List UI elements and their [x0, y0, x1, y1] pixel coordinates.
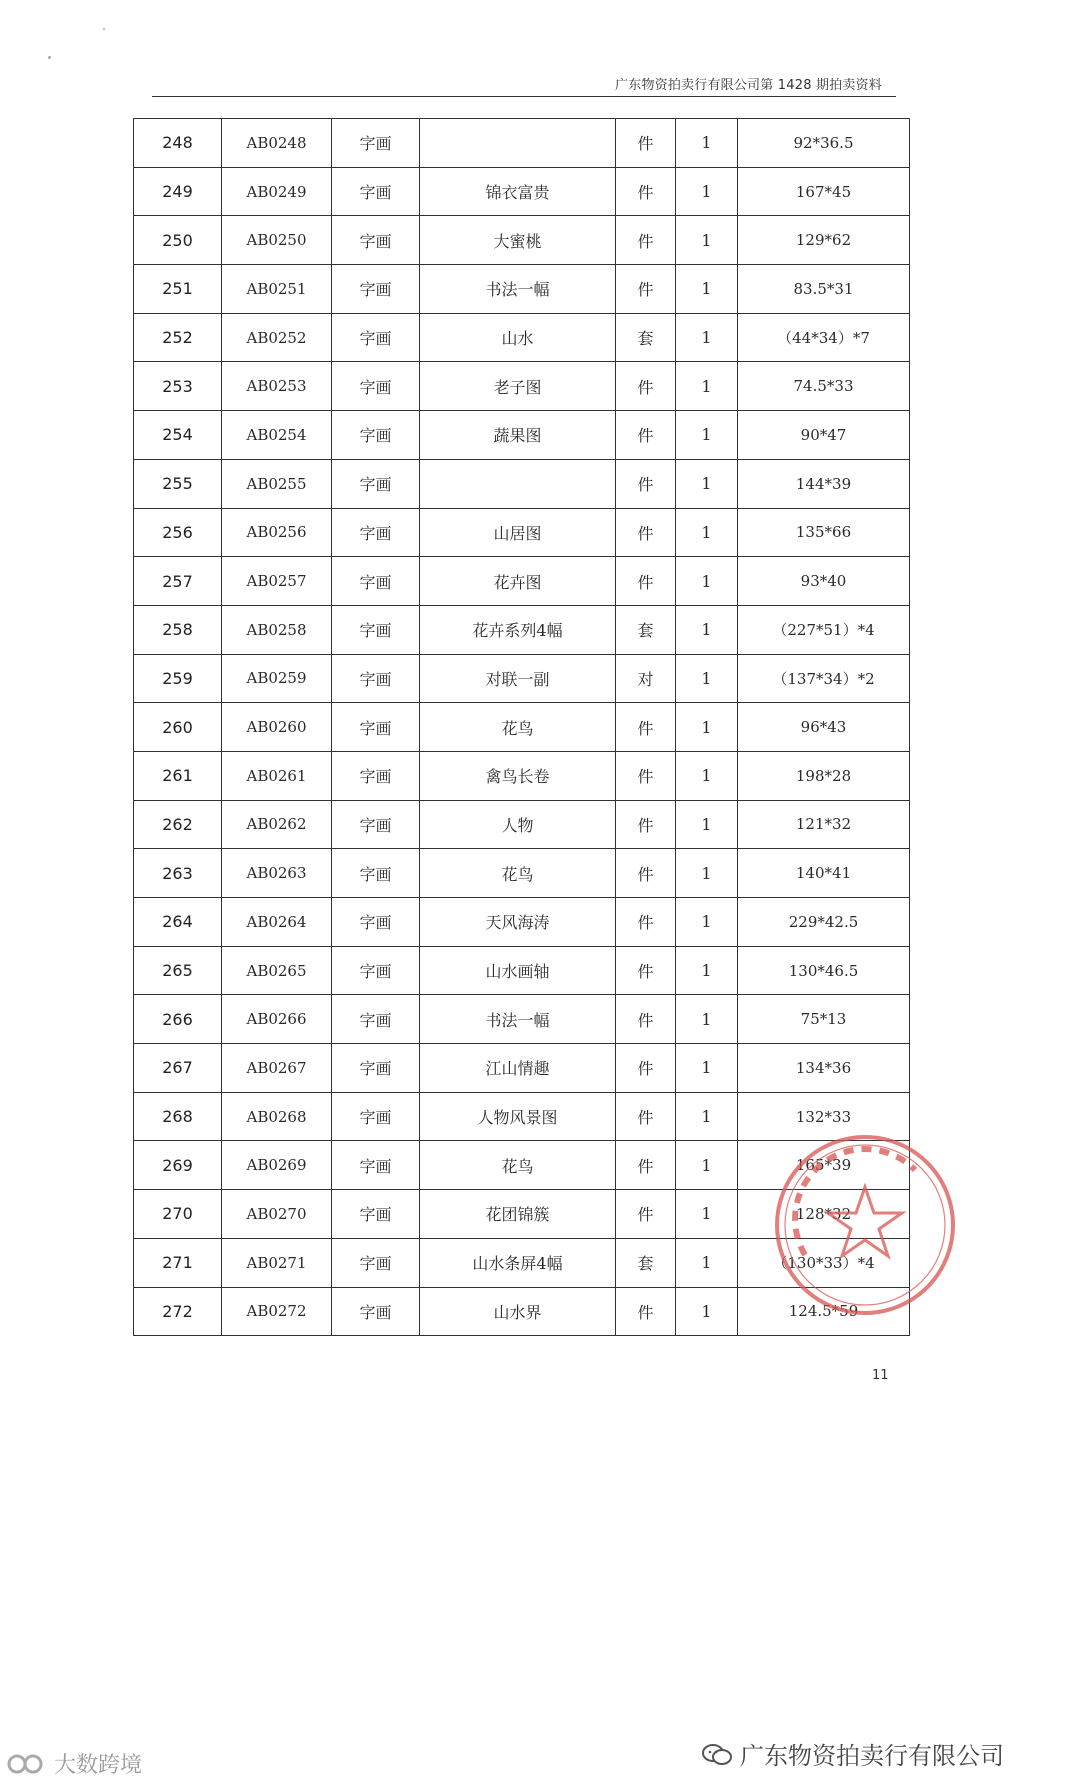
- cell-qty: 1: [676, 703, 738, 752]
- cell-qty: 1: [676, 216, 738, 265]
- cell-no: 267: [134, 1044, 222, 1093]
- cell-size: 229*42.5: [738, 898, 910, 947]
- scan-speck: [48, 56, 51, 59]
- cell-no: 250: [134, 216, 222, 265]
- cell-no: 253: [134, 362, 222, 411]
- cell-qty: 1: [676, 459, 738, 508]
- cell-type: 字画: [332, 898, 420, 947]
- table-row: [134, 557, 910, 606]
- cell-qty: 1: [676, 557, 738, 606]
- cell-type: 字画: [332, 557, 420, 606]
- cell-unit: 件: [616, 849, 676, 898]
- cell-name: 山水画轴: [420, 946, 616, 995]
- cell-size: 167*45: [738, 167, 910, 216]
- cell-name: 山居图: [420, 508, 616, 557]
- cell-name: 蔬果图: [420, 411, 616, 460]
- cell-name: 书法一幅: [420, 995, 616, 1044]
- cell-size: 83.5*31: [738, 265, 910, 314]
- cell-code: AB0254: [222, 411, 332, 460]
- cell-qty: 1: [676, 362, 738, 411]
- cell-name: 老子图: [420, 362, 616, 411]
- cell-code: AB0263: [222, 849, 332, 898]
- cell-size: （137*34）*2: [738, 654, 910, 703]
- table-row: [134, 1190, 910, 1239]
- cell-name: 天风海涛: [420, 898, 616, 947]
- cell-name: 花卉图: [420, 557, 616, 606]
- cell-type: 字画: [332, 1141, 420, 1190]
- cell-qty: 1: [676, 119, 738, 168]
- cell-size: 198*28: [738, 751, 910, 800]
- cell-qty: 1: [676, 946, 738, 995]
- cell-type: 字画: [332, 313, 420, 362]
- cell-no: 263: [134, 849, 222, 898]
- table-row: [134, 995, 910, 1044]
- cell-size: 74.5*33: [738, 362, 910, 411]
- cell-no: 271: [134, 1238, 222, 1287]
- table-row: [134, 508, 910, 557]
- table-row: [134, 898, 910, 947]
- table-row: [134, 167, 910, 216]
- cell-no: 252: [134, 313, 222, 362]
- cell-type: 字画: [332, 167, 420, 216]
- cell-code: AB0253: [222, 362, 332, 411]
- cell-qty: 1: [676, 508, 738, 557]
- cell-code: AB0261: [222, 751, 332, 800]
- table-row: [134, 654, 910, 703]
- cell-size: 75*13: [738, 995, 910, 1044]
- cell-unit: 件: [616, 946, 676, 995]
- cell-type: 字画: [332, 1092, 420, 1141]
- cell-code: AB0252: [222, 313, 332, 362]
- cell-type: 字画: [332, 751, 420, 800]
- cell-qty: 1: [676, 313, 738, 362]
- cell-no: 256: [134, 508, 222, 557]
- cell-name: 人物风景图: [420, 1092, 616, 1141]
- cell-type: 字画: [332, 1287, 420, 1336]
- cell-type: 字画: [332, 411, 420, 460]
- cell-type: 字画: [332, 946, 420, 995]
- cell-name: 花团锦簇: [420, 1190, 616, 1239]
- cell-no: 272: [134, 1287, 222, 1336]
- cell-name: 人物: [420, 800, 616, 849]
- cell-unit: 件: [616, 216, 676, 265]
- table-row: [134, 946, 910, 995]
- cell-unit: 件: [616, 557, 676, 606]
- table-row: [134, 1238, 910, 1287]
- cell-qty: 1: [676, 800, 738, 849]
- cell-type: 字画: [332, 849, 420, 898]
- cell-no: 265: [134, 946, 222, 995]
- cell-code: AB0259: [222, 654, 332, 703]
- cell-no: 266: [134, 995, 222, 1044]
- cell-qty: 1: [676, 411, 738, 460]
- cell-size: 144*39: [738, 459, 910, 508]
- cell-code: AB0249: [222, 167, 332, 216]
- cell-size: 140*41: [738, 849, 910, 898]
- document-header: 广东物资拍卖行有限公司第 1428 期拍卖资料: [615, 78, 882, 93]
- wechat-account-name: 广东物资拍卖行有限公司: [740, 1742, 1004, 1770]
- cell-type: 字画: [332, 459, 420, 508]
- cell-qty: 1: [676, 1092, 738, 1141]
- cell-size: 165*39: [738, 1141, 910, 1190]
- watermark-text: 大数跨境: [54, 1753, 143, 1778]
- cell-size: 90*47: [738, 411, 910, 460]
- cell-unit: 件: [616, 167, 676, 216]
- cell-code: AB0255: [222, 459, 332, 508]
- cell-name: 花鸟: [420, 849, 616, 898]
- header-rule: [152, 96, 896, 97]
- cell-type: 字画: [332, 119, 420, 168]
- cell-code: AB0269: [222, 1141, 332, 1190]
- cell-type: 字画: [332, 1190, 420, 1239]
- cell-code: AB0265: [222, 946, 332, 995]
- cell-unit: 对: [616, 654, 676, 703]
- table-row: [134, 849, 910, 898]
- cell-no: 264: [134, 898, 222, 947]
- cell-code: AB0271: [222, 1238, 332, 1287]
- cell-code: AB0262: [222, 800, 332, 849]
- cell-size: 93*40: [738, 557, 910, 606]
- cell-type: 字画: [332, 654, 420, 703]
- cell-size: 134*36: [738, 1044, 910, 1093]
- cell-name: 花鸟: [420, 703, 616, 752]
- cell-size: 130*46.5: [738, 946, 910, 995]
- cell-no: 262: [134, 800, 222, 849]
- cell-no: 254: [134, 411, 222, 460]
- watermark-logo: [6, 1748, 142, 1779]
- cell-name: 大蜜桃: [420, 216, 616, 265]
- cell-unit: 件: [616, 508, 676, 557]
- cell-no: 248: [134, 119, 222, 168]
- cell-unit: 套: [616, 1238, 676, 1287]
- cell-type: 字画: [332, 508, 420, 557]
- cell-no: 257: [134, 557, 222, 606]
- cell-name: 山水条屏4幅: [420, 1238, 616, 1287]
- watermark-logo-icon: [6, 1753, 50, 1775]
- cell-no: 268: [134, 1092, 222, 1141]
- cell-qty: 1: [676, 849, 738, 898]
- cell-qty: 1: [676, 605, 738, 654]
- cell-no: 260: [134, 703, 222, 752]
- cell-code: AB0251: [222, 265, 332, 314]
- cell-qty: 1: [676, 1044, 738, 1093]
- table-row: [134, 1287, 910, 1336]
- cell-size: 128*32: [738, 1190, 910, 1239]
- cell-size: （227*51）*4: [738, 605, 910, 654]
- wechat-icon: [700, 1742, 734, 1766]
- cell-name: [420, 119, 616, 168]
- cell-unit: 件: [616, 995, 676, 1044]
- cell-name: 花鸟: [420, 1141, 616, 1190]
- cell-name: [420, 459, 616, 508]
- cell-unit: 件: [616, 265, 676, 314]
- table-row: [134, 605, 910, 654]
- cell-name: 锦衣富贵: [420, 167, 616, 216]
- cell-name: 江山情趣: [420, 1044, 616, 1093]
- cell-code: AB0266: [222, 995, 332, 1044]
- cell-size: 132*33: [738, 1092, 910, 1141]
- table-row: [134, 216, 910, 265]
- table-row: [134, 751, 910, 800]
- cell-unit: 套: [616, 313, 676, 362]
- cell-type: 字画: [332, 216, 420, 265]
- cell-unit: 件: [616, 1044, 676, 1093]
- cell-size: 135*66: [738, 508, 910, 557]
- cell-qty: 1: [676, 898, 738, 947]
- wechat-account-footer: [700, 1736, 1004, 1771]
- cell-type: 字画: [332, 703, 420, 752]
- table-row: [134, 800, 910, 849]
- cell-name: 禽鸟长卷: [420, 751, 616, 800]
- cell-unit: 件: [616, 362, 676, 411]
- cell-name: 对联一副: [420, 654, 616, 703]
- cell-no: 258: [134, 605, 222, 654]
- cell-code: AB0256: [222, 508, 332, 557]
- cell-type: 字画: [332, 800, 420, 849]
- cell-code: AB0248: [222, 119, 332, 168]
- cell-code: AB0250: [222, 216, 332, 265]
- cell-code: AB0268: [222, 1092, 332, 1141]
- table-row: [134, 1092, 910, 1141]
- cell-qty: 1: [676, 654, 738, 703]
- table-row: [134, 411, 910, 460]
- cell-unit: 件: [616, 1141, 676, 1190]
- table-body: [134, 119, 910, 1336]
- cell-type: 字画: [332, 1238, 420, 1287]
- table-row: [134, 362, 910, 411]
- cell-unit: 件: [616, 1287, 676, 1336]
- cell-unit: 件: [616, 898, 676, 947]
- cell-qty: 1: [676, 1190, 738, 1239]
- cell-size: 92*36.5: [738, 119, 910, 168]
- cell-unit: 件: [616, 1190, 676, 1239]
- cell-unit: 套: [616, 605, 676, 654]
- cell-no: 255: [134, 459, 222, 508]
- cell-qty: 1: [676, 167, 738, 216]
- table-row: [134, 1141, 910, 1190]
- cell-type: 字画: [332, 362, 420, 411]
- cell-size: （44*34）*7: [738, 313, 910, 362]
- scan-speck: [103, 28, 105, 30]
- auction-table: [133, 118, 909, 1336]
- cell-qty: 1: [676, 1238, 738, 1287]
- cell-size: 121*32: [738, 800, 910, 849]
- table-row: [134, 1044, 910, 1093]
- cell-unit: 件: [616, 459, 676, 508]
- cell-no: 251: [134, 265, 222, 314]
- table-row: [134, 313, 910, 362]
- cell-name: 书法一幅: [420, 265, 616, 314]
- cell-size: 124.5*59: [738, 1287, 910, 1336]
- cell-unit: 件: [616, 800, 676, 849]
- cell-qty: 1: [676, 1141, 738, 1190]
- cell-unit: 件: [616, 1092, 676, 1141]
- cell-unit: 件: [616, 411, 676, 460]
- table-row: [134, 265, 910, 314]
- page-number: 11: [872, 1368, 889, 1383]
- cell-qty: 1: [676, 751, 738, 800]
- cell-size: 96*43: [738, 703, 910, 752]
- cell-no: 261: [134, 751, 222, 800]
- cell-type: 字画: [332, 1044, 420, 1093]
- cell-type: 字画: [332, 265, 420, 314]
- cell-code: AB0260: [222, 703, 332, 752]
- cell-no: 270: [134, 1190, 222, 1239]
- cell-code: AB0264: [222, 898, 332, 947]
- cell-no: 259: [134, 654, 222, 703]
- cell-qty: 1: [676, 1287, 738, 1336]
- table-row: [134, 119, 910, 168]
- cell-size: （130*33）*4: [738, 1238, 910, 1287]
- cell-name: 山水: [420, 313, 616, 362]
- cell-code: AB0270: [222, 1190, 332, 1239]
- cell-qty: 1: [676, 995, 738, 1044]
- cell-type: 字画: [332, 605, 420, 654]
- table-row: [134, 459, 910, 508]
- cell-code: AB0258: [222, 605, 332, 654]
- cell-code: AB0257: [222, 557, 332, 606]
- cell-name: 花卉系列4幅: [420, 605, 616, 654]
- cell-type: 字画: [332, 995, 420, 1044]
- cell-unit: 件: [616, 751, 676, 800]
- cell-unit: 件: [616, 119, 676, 168]
- cell-qty: 1: [676, 265, 738, 314]
- cell-no: 249: [134, 167, 222, 216]
- cell-unit: 件: [616, 703, 676, 752]
- cell-code: AB0272: [222, 1287, 332, 1336]
- cell-size: 129*62: [738, 216, 910, 265]
- cell-code: AB0267: [222, 1044, 332, 1093]
- cell-no: 269: [134, 1141, 222, 1190]
- cell-name: 山水界: [420, 1287, 616, 1336]
- table-row: [134, 703, 910, 752]
